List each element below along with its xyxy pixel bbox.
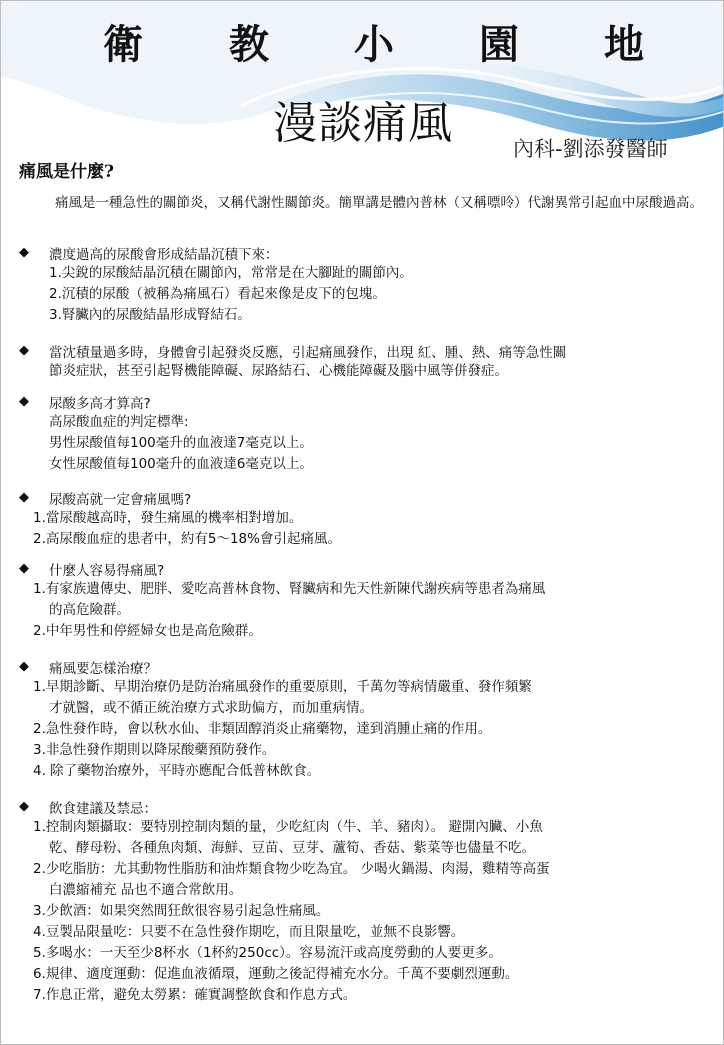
intro-paragraph: 痛風是一種急性的關節炎，又稱代謝性關節炎。簡單講是體內普林（又稱嘌呤）代謝異常引起血中尿酸過高。 [55, 195, 703, 211]
diamond-bullet-icon: ◆ [19, 561, 29, 576]
list-item: 節炎症狀，甚至引起腎機能障礙、尿路結石、心機能障礙及腦中風等併發症。 [49, 363, 508, 379]
section-1 [19, 242, 709, 326]
list-item: 3.非急性發作期則以降尿酸藥預防發作。 [33, 742, 276, 758]
intro-heading: 痛風是什麼? [19, 162, 114, 182]
list-item: 6.規律、適度運動：促進血液循環，運動之後記得補充水分。千萬不要劇烈運動。 [33, 966, 519, 982]
list-item: 的高危險群。 [49, 602, 130, 618]
diamond-bullet-icon: ◆ [19, 490, 29, 505]
list-item: 4. 除了藥物治療外，平時亦應配合低普林飲食。 [33, 763, 321, 779]
section-heading: 飲食建議及禁忌： [49, 800, 157, 817]
list-item: 4.豆製品限量吃：只要不在急性發作期吃，而且限量吃，並無不良影響。 [33, 924, 465, 940]
section-heading-row [19, 796, 709, 817]
list-item: 3.腎臟內的尿酸結晶形成腎結石。 [49, 307, 251, 323]
author-name: 內科-劉添發醫師 [513, 137, 668, 161]
section-5 [19, 558, 709, 642]
banner-char: 地 [604, 22, 644, 68]
section-heading: 尿酸多高才算高? [49, 395, 151, 412]
diamond-bullet-icon: ◆ [19, 394, 29, 409]
section-4 [19, 487, 709, 550]
banner-char: 小 [354, 22, 394, 68]
list-item: 1.有家族遺傳史、肥胖、愛吃高普林食物、腎臟病和先天性新陳代謝疾病等患者為痛風 [33, 581, 546, 597]
list-item: 2.少吃脂肪：尤其動物性脂肪和油炸類食物少吃為宜。 少喝火鍋湯、肉湯，雞精等高蛋 [33, 861, 550, 877]
list-item: 乾、酵母粉、各種魚肉類、海鮮、豆苗、豆芽、蘆筍、香菇、紫菜等也儘量不吃。 [49, 840, 535, 856]
section-heading-row [19, 487, 709, 508]
list-item: 白濃縮補充 品也不適合常飲用。 [49, 882, 243, 898]
section-heading: 當沈積量過多時，身體會引起發炎反應，引起痛風發作，出現 紅、腫、熱、痛等急性關 [49, 344, 567, 361]
banner-char: 園 [479, 22, 519, 68]
banner-char: 教 [229, 22, 269, 68]
diamond-bullet-icon: ◆ [19, 799, 29, 814]
list-item: 1.當尿酸越高時，發生痛風的機率相對增加。 [33, 510, 303, 526]
banner-char: 衛 [103, 22, 143, 68]
section-6 [19, 656, 709, 782]
list-item: 2.急性發作時，會以秋水仙、非類固醇消炎止痛藥物，達到消腫止痛的作用。 [33, 721, 492, 737]
list-item: 2.中年男性和停經婦女也是高危險群。 [33, 623, 262, 639]
section-heading-row [19, 340, 709, 361]
section-3 [19, 391, 709, 475]
list-item: 1.控制肉類攝取：要特別控制肉類的量，少吃紅肉（牛、羊、豬肉）。 避開內臟、小魚 [33, 819, 543, 835]
list-item: 男性尿酸值每100毫升的血液達7毫克以上。 [49, 435, 313, 451]
list-item: 2.沉積的尿酸（被稱為痛風石）看起來像是皮下的包塊。 [49, 286, 386, 302]
list-item: 2.高尿酸血症的患者中，約有5～18%會引起痛風。 [33, 531, 341, 547]
section-heading-row [19, 391, 709, 412]
diamond-bullet-icon: ◆ [19, 343, 29, 358]
list-item: 才就醫，或不循正統治療方式求助偏方，而加重病情。 [49, 700, 373, 716]
section-2 [19, 340, 709, 382]
list-item: 5.多喝水：一天至少8杯水（1杯約250cc）。容易流汗或高度勞動的人要更多。 [33, 945, 502, 961]
section-heading-row [19, 242, 709, 263]
section-7 [19, 796, 709, 1006]
section-heading: 濃度過高的尿酸會形成結晶沉積下來： [49, 246, 279, 263]
section-heading-row [19, 656, 709, 677]
section-heading: 尿酸高就一定會痛風嗎? [49, 491, 192, 508]
section-heading: 什麼人容易得痛風? [49, 562, 165, 579]
diamond-bullet-icon: ◆ [19, 245, 29, 260]
list-item: 1.尖銳的尿酸結晶沉積在關節內，常常是在大腳趾的關節內。 [49, 265, 413, 281]
diamond-bullet-icon: ◆ [19, 659, 29, 674]
list-item: 1.早期診斷、早期治療仍是防治痛風發作的重要原則，千萬勿等病情嚴重、發作頻繁 [33, 679, 532, 695]
section-heading: 痛風要怎樣治療？ [49, 660, 157, 677]
list-item: 女性尿酸值每100毫升的血液達6毫克以上。 [49, 456, 313, 472]
list-item: 高尿酸血症的判定標準: [49, 414, 189, 430]
list-item: 3.少飲酒：如果突然間狂飲很容易引起急性痛風。 [33, 903, 330, 919]
section-heading-row [19, 558, 709, 579]
page-title: 漫談痛風 [273, 98, 453, 149]
list-item: 7.作息正常，避免太勞累：確實調整飲食和作息方式。 [33, 987, 357, 1003]
